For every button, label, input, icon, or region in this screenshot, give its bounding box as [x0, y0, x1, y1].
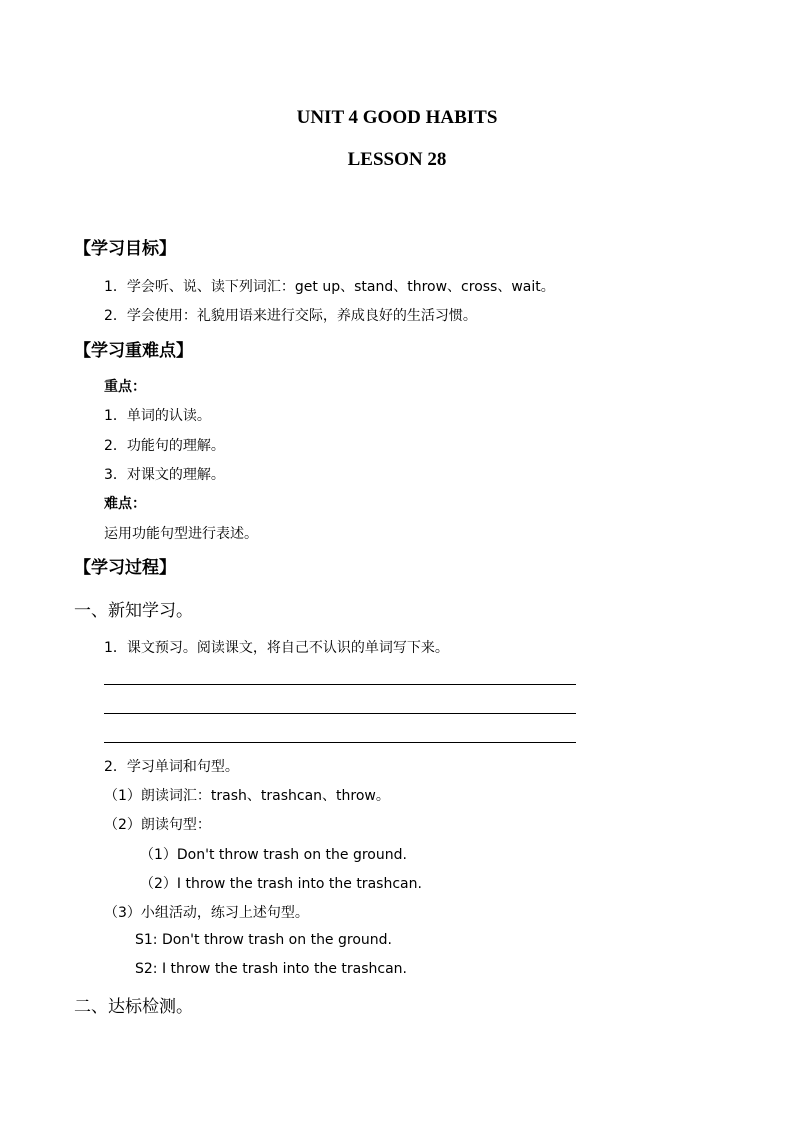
- key-item-1: 1．单词的认读。: [104, 408, 211, 424]
- goal-item-1: 1．学会听、说、读下列词汇：get up、stand、throw、cross、wait。: [104, 279, 555, 295]
- difficult-label: 难点：: [104, 496, 146, 512]
- sentence-2: （2）I throw the trash into the trashcan.: [140, 876, 422, 892]
- key-label: 重点：: [104, 379, 146, 395]
- process-heading: 【学习过程】: [74, 558, 176, 578]
- sub-group-activity: （3）小组活动，练习上述句型。: [104, 905, 309, 921]
- sentence-1: （1）Don't throw trash on the ground.: [140, 847, 407, 863]
- answer-line-1[interactable]: [104, 684, 576, 685]
- key-item-3: 3．对课文的理解。: [104, 467, 225, 483]
- goals-heading: 【学习目标】: [74, 239, 176, 259]
- key-item-2: 2．功能句的理解。: [104, 438, 225, 454]
- lesson-title: LESSON 28: [347, 149, 447, 170]
- sub-read-words: （1）朗读词汇：trash、trashcan、throw。: [104, 788, 390, 804]
- section-assessment: 二、达标检测。: [74, 997, 193, 1017]
- answer-line-3[interactable]: [104, 742, 576, 743]
- goal-item-2: 2．学会使用：礼貌用语来进行交际，养成良好的生活习惯。: [104, 308, 477, 324]
- sub-read-sentences: （2）朗读句型：: [104, 817, 211, 833]
- dialog-line-s2: S2: I throw the trash into the trashcan.: [135, 961, 407, 977]
- key-points-heading: 【学习重难点】: [74, 341, 193, 361]
- unit-title: UNIT 4 GOOD HABITS: [296, 107, 498, 128]
- step-preview: 1．课文预习。阅读课文，将自己不认识的单词写下来。: [104, 640, 449, 656]
- section-new-learning: 一、新知学习。: [74, 601, 193, 621]
- step-words-sentences: 2．学习单词和句型。: [104, 759, 239, 775]
- dialog-line-s1: S1: Don't throw trash on the ground.: [135, 932, 392, 948]
- difficult-text: 运用功能句型进行表述。: [104, 526, 258, 542]
- answer-line-2[interactable]: [104, 713, 576, 714]
